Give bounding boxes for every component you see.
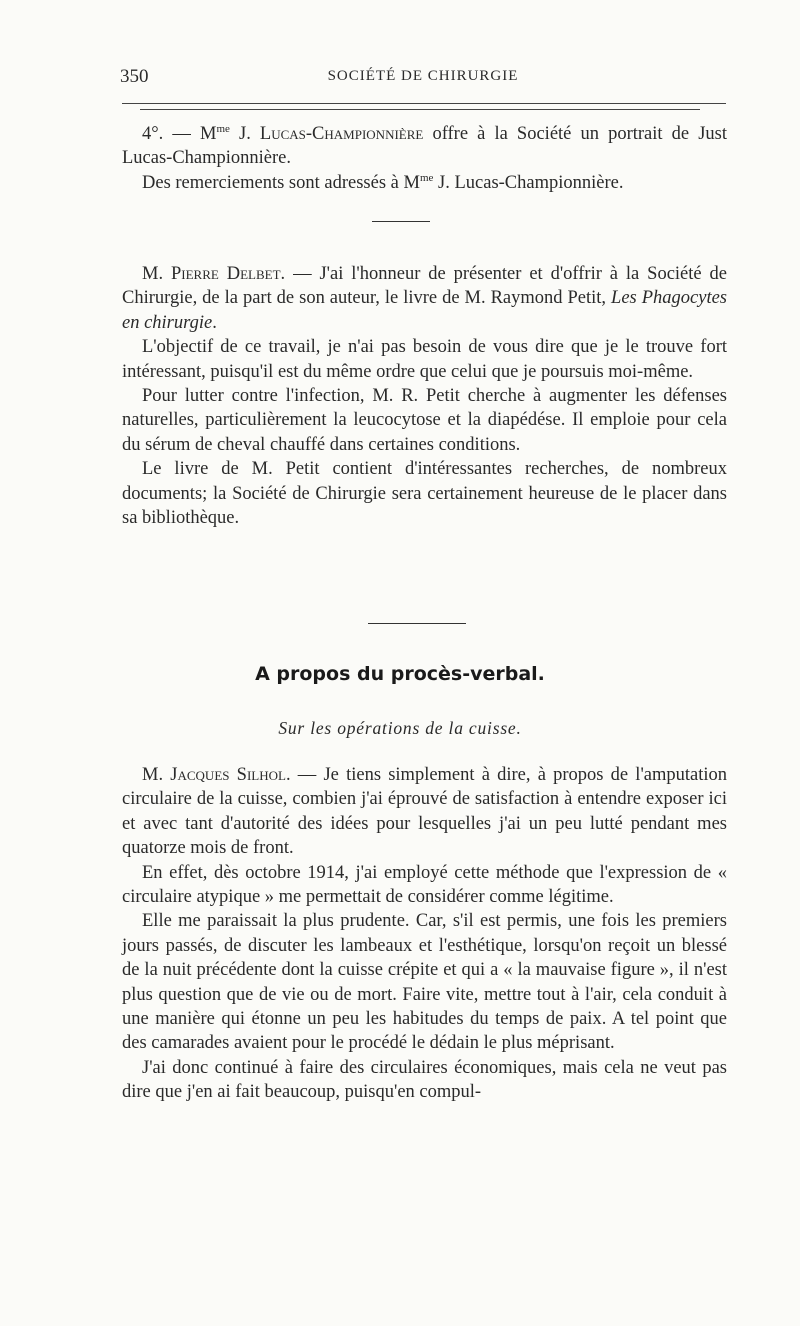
thanks-recipient: J. Lucas-Championnière. [433, 172, 624, 193]
delbet-block [122, 262, 727, 530]
speaker-name: Jacques Silhol [170, 765, 286, 785]
delbet-paragraph-3: Pour lutter contre l'infection, M. R. Petit cherche à augmenter les défenses naturelles, particulièrement la leucocytose et la diapédése. Il emploie pour cela du sérum de cheval chauffé dans certaines conditions. [122, 386, 727, 455]
donor-name: J. Lucas-Championnière [229, 124, 424, 144]
title-superscript: me [419, 171, 434, 184]
section-separator [368, 623, 466, 624]
header-rule-secondary [140, 109, 700, 110]
page-header [120, 66, 726, 94]
thanks-text: Des remerciements sont adressés à M [142, 172, 420, 193]
item-4-paragraph [122, 122, 727, 171]
section-separator [372, 221, 430, 222]
silhol-paragraph-2: En effet, dès octobre 1914, j'ai employé cette méthode que l'expression de « circulaire atypique » me permettait de considérer comme légitime. [122, 862, 727, 908]
silhol-paragraph-4: J'ai donc continué à faire des circulaires économiques, mais cela ne veut pas dire que j'en ai fait beaucoup, puisqu'en compul- [122, 1057, 727, 1103]
page-number: 350 [120, 66, 149, 87]
thanks-paragraph [122, 171, 727, 195]
section-heading: A propos du procès-verbal. [255, 663, 545, 685]
delbet-paragraph-4: Le livre de M. Petit contient d'intéressantes recherches, de nombreux documents; la Société de Chirurgie sera certainement heureuse de le placer dans sa bibliothèque. [122, 459, 727, 529]
silhol-block [122, 763, 727, 1105]
item-4-block [122, 122, 727, 195]
item-4-text: offre à la Société un portrait de Just Lucas-Championnière. [122, 124, 727, 169]
silhol-paragraph-1 [122, 763, 727, 861]
speaker-prefix: M. [142, 765, 171, 785]
item-number: 4°. — M [142, 124, 217, 144]
title-superscript: me [216, 122, 230, 135]
book-title: Les Phagocytes en chirurgie [122, 288, 727, 333]
silhol-text: . — Je tiens simplement à dire, à propos de l'amputation circulaire de la cuisse, combien j'ai éprouvé de satisfaction à entendre exposer ici et avec tant d'autorité des idées pour lesquelles j'ai un peu lutté pendant mes quatorze mois de front. [122, 765, 728, 859]
running-title: SOCIÉTÉ DE CHIRURGIE [327, 68, 519, 84]
delbet-text: . — J'ai l'honneur de présenter et d'offrir à la Société de Chirurgie, de la part de son auteur, le livre de M. Raymond Petit, [122, 264, 727, 309]
delbet-text-end: . [212, 312, 217, 333]
silhol-paragraph-3: Elle me paraissait la plus prudente. Car, s'il est permis, une fois les premiers jours passés, de discuter les lambeaux et l'esthétique, lorsqu'on reçoit un blessé de la nuit précédente dont la cuisse crépite et qui a « la mauvaise figure », il n'est plus question que de vie ou de mort. Faire vite, mettre tout à l'air, cela conduit à une manière qui étonne un peu les habitudes du temps de paix. A tel point que des camarades avaient pour le procédé le dédain le plus méprisant. [122, 911, 727, 1054]
header-rule [122, 103, 726, 104]
delbet-paragraph-1 [122, 262, 727, 335]
speaker-prefix: M. [142, 264, 171, 284]
delbet-paragraph-2: L'objectif de ce travail, je n'ai pas besoin de vous dire que je le trouve fort intéressant, puisqu'il est du même ordre que celui que je poursuis moi-même. [122, 337, 727, 382]
speaker-name: Pierre Delbet [170, 264, 281, 284]
section-subheading: Sur les opérations de la cuisse. [278, 718, 522, 738]
